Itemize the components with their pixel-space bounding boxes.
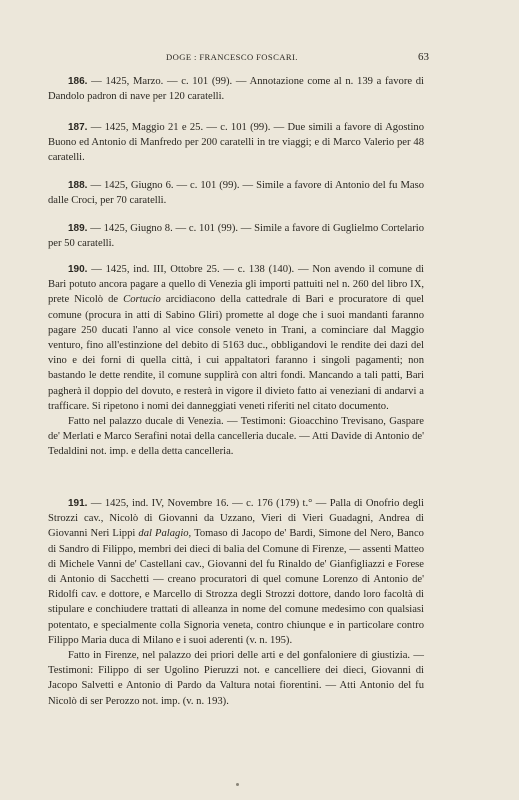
entry-189 [48, 221, 424, 251]
entry-text-italic: dal Palagio, [138, 528, 192, 540]
running-head: DOGE : FRANCESCO FOSCARI. [166, 52, 298, 62]
page-number: 63 [418, 51, 429, 63]
entry-186 [48, 74, 424, 104]
entry-text-b: Tomaso di Jacopo de' Bardi, Simone del Nero, Banco di Sandro di Filippo, membri dei dieci di balia del Comune di Firenze, — assenti Matteo di Michele Vanni de' Castellani cav., Giovanni del fu Rinaldo de' Gianfigliazzi e Forese di Antonio di Sacchetti — creano procuratori di quel comune Lorenzo di Antonio de' Ridolfi cav. e dottore, e Marcello di Strozza degli Strozzi dottore, dando loro facoltà di stipulare e conchiudere trattati di alleanza in nome del comune medesimo con qualsiasi potentato, e specialmente colla Signoria veneta, contro chiunque e in particolare contro Filippo Maria duca di Milano e i suoi aderenti (v. n. 195). [48, 528, 424, 646]
entry-number: 188. [68, 180, 88, 191]
entry-number: 190. [68, 264, 88, 275]
page-mark [236, 783, 239, 786]
entry-number: 191. [68, 498, 88, 509]
entry-text-closing: Fatto nel palazzo ducale di Venezia. — Testimoni: Gioacchino Trevisano, Gaspare de' Merlati e Marco Serafini notai della cancelleria ducale. — Atti Davide di Antonio de' Tedaldini not. imp. e della detta cancelleria. [48, 416, 424, 458]
entry-text: — 1425, Maggio 21 e 25. — c. 101 (99). — Due simili a favore di Agostino Buono ed Antonio di Manfredo per 200 caratelli in tre viaggi; e di Marco Valerio per 48 caratelli. [48, 122, 424, 164]
page-header [0, 52, 519, 66]
entry-number: 189. [68, 223, 88, 234]
entry-text: — 1425, Giugno 8. — c. 101 (99). — Simile a favore di Guglielmo Cortelario per 50 caratelli. [48, 223, 424, 250]
entry-text-a: — 1425, ind. III, Ottobre 25. — c. 138 (140). — Non avendo il comune di Bari potuto ancora pagare a quello di Venezia gli importi pattuiti nel n. 260 del libro IX, prete Nicolò de [48, 264, 424, 306]
entry-187 [48, 120, 424, 166]
entry-text-a: — 1425, ind. IV, Novembre 16. — c. 176 (179) t.° — Palla di Onofrio degli Strozzi cav., Nicolò di Giovanni da Uzzano, Vieri di Vieri Guadagni, Andrea di Giovanni Neri Lippi [48, 498, 424, 540]
entry-191 [48, 496, 424, 709]
entry-text-b: arcidiacono della cattedrale di Bari e procuratore di quel comune (procura in atti di Sabino Gliri) promette al doge che i suoi mandanti faranno pagare 250 ducati l'anno al vice console veneto in Trani, a cominciare dal Maggio venturo, fino all'estinzione del debito di 5163 duc., obbligandovi le rendite dei dazi del vino e dei forni di quella città, i cui appaltatori faranno i singoli pagamenti; non bastando le dette rendite, il comune supplirà con altri fondi. Mancando a tali patti, Bari pagherà il doppio del dovuto, e resterà in vigore il divieto fatto ai veneziani di andarvi a trafficare. Si ripetono i nomi dei danneggiati veneti riferiti nel citato documento. [48, 294, 424, 412]
entry-text-closing: Fatto in Firenze, nel palazzo dei priori delle arti e del gonfaloniere di giustizia. — Testimoni: Filippo di ser Ugolino Pieruzzi not. e cancelliere dei dieci, Giovanni di Jacopo Salvetti e Antonio di Pardo da Valtura notai fiorentini. — Atti Antonio del fu Nicolò di ser Perozzo not. imp. (v. n. 193). [48, 650, 424, 707]
entry-190 [48, 262, 424, 460]
entry-number: 187. [68, 122, 88, 133]
entry-text: — 1425, Giugno 6. — c. 101 (99). — Simile a favore di Antonio del fu Maso dalle Croci, per 70 caratelli. [48, 180, 424, 207]
entry-text-italic: Cortucio [123, 294, 161, 306]
entry-188 [48, 178, 424, 208]
entry-text: — 1425, Marzo. — c. 101 (99). — Annotazione come al n. 139 a favore di Dandolo padron di nave per 120 caratelli. [48, 76, 424, 103]
entry-number: 186. [68, 76, 88, 87]
